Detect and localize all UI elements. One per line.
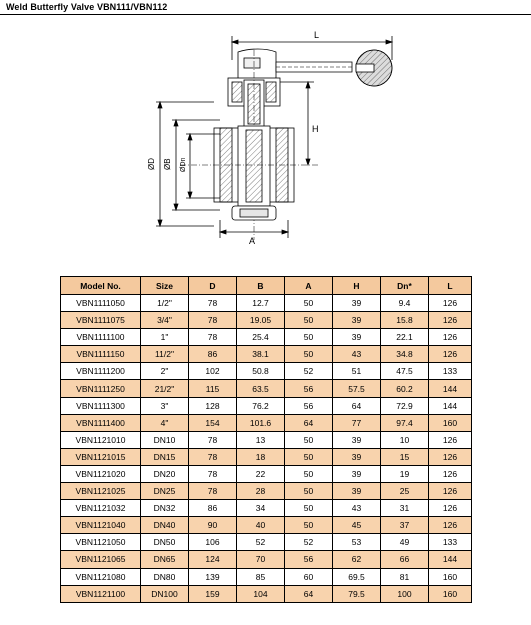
cell-size: 21/2" bbox=[141, 380, 189, 397]
cell-a: 64 bbox=[285, 585, 333, 602]
cell-d: 78 bbox=[189, 295, 237, 312]
cell-size: DN32 bbox=[141, 500, 189, 517]
cell-size: 2" bbox=[141, 363, 189, 380]
table-row bbox=[61, 380, 472, 397]
cell-h: 64 bbox=[333, 397, 381, 414]
label-l: L bbox=[314, 30, 320, 40]
cell-h: 39 bbox=[333, 295, 381, 312]
cell-b: 52 bbox=[237, 534, 285, 551]
cell-a: 64 bbox=[285, 414, 333, 431]
cell-l: 160 bbox=[429, 414, 472, 431]
cell-h: 51 bbox=[333, 363, 381, 380]
header-dn: Dn* bbox=[381, 277, 429, 295]
cell-h: 45 bbox=[333, 517, 381, 534]
table-row bbox=[61, 397, 472, 414]
cell-model: VBN1121010 bbox=[61, 431, 141, 448]
cell-l: 160 bbox=[429, 585, 472, 602]
cell-l: 133 bbox=[429, 363, 472, 380]
cell-d: 78 bbox=[189, 431, 237, 448]
cell-b: 101.6 bbox=[237, 414, 285, 431]
cell-dn: 49 bbox=[381, 534, 429, 551]
cell-b: 13 bbox=[237, 431, 285, 448]
cell-h: 43 bbox=[333, 346, 381, 363]
cell-d: 159 bbox=[189, 585, 237, 602]
table-row bbox=[61, 483, 472, 500]
cell-l: 126 bbox=[429, 431, 472, 448]
cell-d: 78 bbox=[189, 448, 237, 465]
label-b: ØB bbox=[163, 158, 172, 170]
spec-table bbox=[60, 276, 472, 603]
cell-d: 86 bbox=[189, 346, 237, 363]
cell-d: 90 bbox=[189, 517, 237, 534]
cell-d: 86 bbox=[189, 500, 237, 517]
cell-l: 126 bbox=[429, 465, 472, 482]
cell-d: 78 bbox=[189, 312, 237, 329]
cell-size: 1" bbox=[141, 329, 189, 346]
cell-model: VBN1121050 bbox=[61, 534, 141, 551]
cell-h: 79.5 bbox=[333, 585, 381, 602]
cell-a: 50 bbox=[285, 465, 333, 482]
cell-b: 28 bbox=[237, 483, 285, 500]
cell-size: DN15 bbox=[141, 448, 189, 465]
cell-size: 11/2" bbox=[141, 346, 189, 363]
cell-d: 102 bbox=[189, 363, 237, 380]
cell-a: 60 bbox=[285, 568, 333, 585]
cell-size: DN80 bbox=[141, 568, 189, 585]
valve-body bbox=[180, 126, 320, 220]
cell-d: 78 bbox=[189, 329, 237, 346]
cell-model: VBN1111050 bbox=[61, 295, 141, 312]
cell-model: VBN1121025 bbox=[61, 483, 141, 500]
table-row bbox=[61, 568, 472, 585]
cell-b: 104 bbox=[237, 585, 285, 602]
cell-l: 126 bbox=[429, 517, 472, 534]
cell-d: 115 bbox=[189, 380, 237, 397]
cell-model: VBN1121040 bbox=[61, 517, 141, 534]
cell-h: 69.5 bbox=[333, 568, 381, 585]
cell-model: VBN1111300 bbox=[61, 397, 141, 414]
cell-b: 63.5 bbox=[237, 380, 285, 397]
cell-dn: 15.8 bbox=[381, 312, 429, 329]
header-d: D bbox=[189, 277, 237, 295]
cell-model: VBN1111400 bbox=[61, 414, 141, 431]
cell-d: 78 bbox=[189, 483, 237, 500]
cell-dn: 9.4 bbox=[381, 295, 429, 312]
cell-dn: 34.8 bbox=[381, 346, 429, 363]
cell-d: 124 bbox=[189, 551, 237, 568]
cell-l: 126 bbox=[429, 500, 472, 517]
table-row bbox=[61, 431, 472, 448]
header-model: Model No. bbox=[61, 277, 141, 295]
cell-model: VBN1111075 bbox=[61, 312, 141, 329]
cell-a: 52 bbox=[285, 363, 333, 380]
cell-size: DN65 bbox=[141, 551, 189, 568]
cell-dn: 31 bbox=[381, 500, 429, 517]
label-a: A bbox=[249, 236, 256, 246]
cell-model: VBN1111100 bbox=[61, 329, 141, 346]
cell-dn: 47.5 bbox=[381, 363, 429, 380]
cell-a: 56 bbox=[285, 551, 333, 568]
cell-size: DN20 bbox=[141, 465, 189, 482]
cell-b: 76.2 bbox=[237, 397, 285, 414]
cell-model: VBN1121032 bbox=[61, 500, 141, 517]
label-d: ØD bbox=[147, 158, 156, 170]
cell-h: 57.5 bbox=[333, 380, 381, 397]
cell-l: 144 bbox=[429, 380, 472, 397]
cell-dn: 22.1 bbox=[381, 329, 429, 346]
cell-dn: 100 bbox=[381, 585, 429, 602]
cell-d: 154 bbox=[189, 414, 237, 431]
cell-a: 56 bbox=[285, 397, 333, 414]
cell-l: 160 bbox=[429, 568, 472, 585]
cell-a: 50 bbox=[285, 517, 333, 534]
table-row bbox=[61, 517, 472, 534]
label-dn: ØDn bbox=[180, 157, 187, 172]
cell-l: 126 bbox=[429, 483, 472, 500]
cell-a: 50 bbox=[285, 448, 333, 465]
table-row bbox=[61, 329, 472, 346]
cell-h: 39 bbox=[333, 448, 381, 465]
cell-h: 62 bbox=[333, 551, 381, 568]
cell-h: 39 bbox=[333, 329, 381, 346]
header-size: Size bbox=[141, 277, 189, 295]
cell-l: 126 bbox=[429, 329, 472, 346]
cell-h: 39 bbox=[333, 312, 381, 329]
table-row bbox=[61, 414, 472, 431]
cell-a: 52 bbox=[285, 534, 333, 551]
table-row bbox=[61, 585, 472, 602]
page-title: Weld Butterfly Valve VBN111/VBN112 bbox=[6, 2, 168, 12]
table-row bbox=[61, 534, 472, 551]
cell-a: 50 bbox=[285, 312, 333, 329]
table-row bbox=[61, 465, 472, 482]
cell-b: 34 bbox=[237, 500, 285, 517]
cell-size: DN50 bbox=[141, 534, 189, 551]
cell-a: 56 bbox=[285, 380, 333, 397]
cell-dn: 25 bbox=[381, 483, 429, 500]
table-body bbox=[61, 295, 472, 603]
cell-dn: 97.4 bbox=[381, 414, 429, 431]
cell-b: 38.1 bbox=[237, 346, 285, 363]
cell-model: VBN1111150 bbox=[61, 346, 141, 363]
table-row bbox=[61, 448, 472, 465]
header-b: B bbox=[237, 277, 285, 295]
valve-technical-drawing bbox=[120, 20, 420, 250]
cell-d: 128 bbox=[189, 397, 237, 414]
cell-model: VBN1121080 bbox=[61, 568, 141, 585]
cell-model: VBN1121020 bbox=[61, 465, 141, 482]
cell-a: 50 bbox=[285, 500, 333, 517]
cell-a: 50 bbox=[285, 483, 333, 500]
cell-a: 50 bbox=[285, 329, 333, 346]
cell-a: 50 bbox=[285, 431, 333, 448]
cell-l: 126 bbox=[429, 346, 472, 363]
cell-model: VBN1111200 bbox=[61, 363, 141, 380]
cell-dn: 72.9 bbox=[381, 397, 429, 414]
cell-h: 53 bbox=[333, 534, 381, 551]
cell-a: 50 bbox=[285, 346, 333, 363]
cell-l: 126 bbox=[429, 295, 472, 312]
header-l: L bbox=[429, 277, 472, 295]
cell-a: 50 bbox=[285, 295, 333, 312]
table-row bbox=[61, 363, 472, 380]
cell-l: 144 bbox=[429, 397, 472, 414]
cell-size: 3/4" bbox=[141, 312, 189, 329]
cell-l: 126 bbox=[429, 312, 472, 329]
cell-b: 18 bbox=[237, 448, 285, 465]
header-h: H bbox=[333, 277, 381, 295]
cell-l: 126 bbox=[429, 448, 472, 465]
cell-model: VBN1111250 bbox=[61, 380, 141, 397]
cell-h: 39 bbox=[333, 465, 381, 482]
cell-d: 106 bbox=[189, 534, 237, 551]
cell-l: 133 bbox=[429, 534, 472, 551]
cell-dn: 19 bbox=[381, 465, 429, 482]
cell-b: 70 bbox=[237, 551, 285, 568]
cell-size: DN40 bbox=[141, 517, 189, 534]
cell-b: 50.8 bbox=[237, 363, 285, 380]
header-a: A bbox=[285, 277, 333, 295]
table-row bbox=[61, 500, 472, 517]
cell-b: 85 bbox=[237, 568, 285, 585]
table-row bbox=[61, 295, 472, 312]
cell-size: 4" bbox=[141, 414, 189, 431]
cell-dn: 15 bbox=[381, 448, 429, 465]
cell-dn: 10 bbox=[381, 431, 429, 448]
table-row bbox=[61, 551, 472, 568]
table-row bbox=[61, 346, 472, 363]
cell-dn: 66 bbox=[381, 551, 429, 568]
cell-dn: 37 bbox=[381, 517, 429, 534]
cell-b: 25.4 bbox=[237, 329, 285, 346]
cell-size: 3" bbox=[141, 397, 189, 414]
dimension-d-b-dn bbox=[147, 102, 220, 226]
cell-l: 144 bbox=[429, 551, 472, 568]
cell-size: DN25 bbox=[141, 483, 189, 500]
cell-dn: 81 bbox=[381, 568, 429, 585]
cell-b: 22 bbox=[237, 465, 285, 482]
cell-size: DN10 bbox=[141, 431, 189, 448]
cell-model: VBN1121015 bbox=[61, 448, 141, 465]
cell-b: 19.05 bbox=[237, 312, 285, 329]
cell-h: 39 bbox=[333, 483, 381, 500]
cell-size: DN100 bbox=[141, 585, 189, 602]
cell-dn: 60.2 bbox=[381, 380, 429, 397]
label-h: H bbox=[312, 124, 319, 134]
cell-model: VBN1121065 bbox=[61, 551, 141, 568]
cell-h: 43 bbox=[333, 500, 381, 517]
cell-d: 139 bbox=[189, 568, 237, 585]
title-divider bbox=[0, 14, 531, 15]
cell-size: 1/2" bbox=[141, 295, 189, 312]
table-row bbox=[61, 312, 472, 329]
cell-b: 12.7 bbox=[237, 295, 285, 312]
cell-d: 78 bbox=[189, 465, 237, 482]
cell-h: 77 bbox=[333, 414, 381, 431]
table-header-row bbox=[61, 277, 472, 295]
cell-model: VBN1121100 bbox=[61, 585, 141, 602]
cell-h: 39 bbox=[333, 431, 381, 448]
cell-b: 40 bbox=[237, 517, 285, 534]
